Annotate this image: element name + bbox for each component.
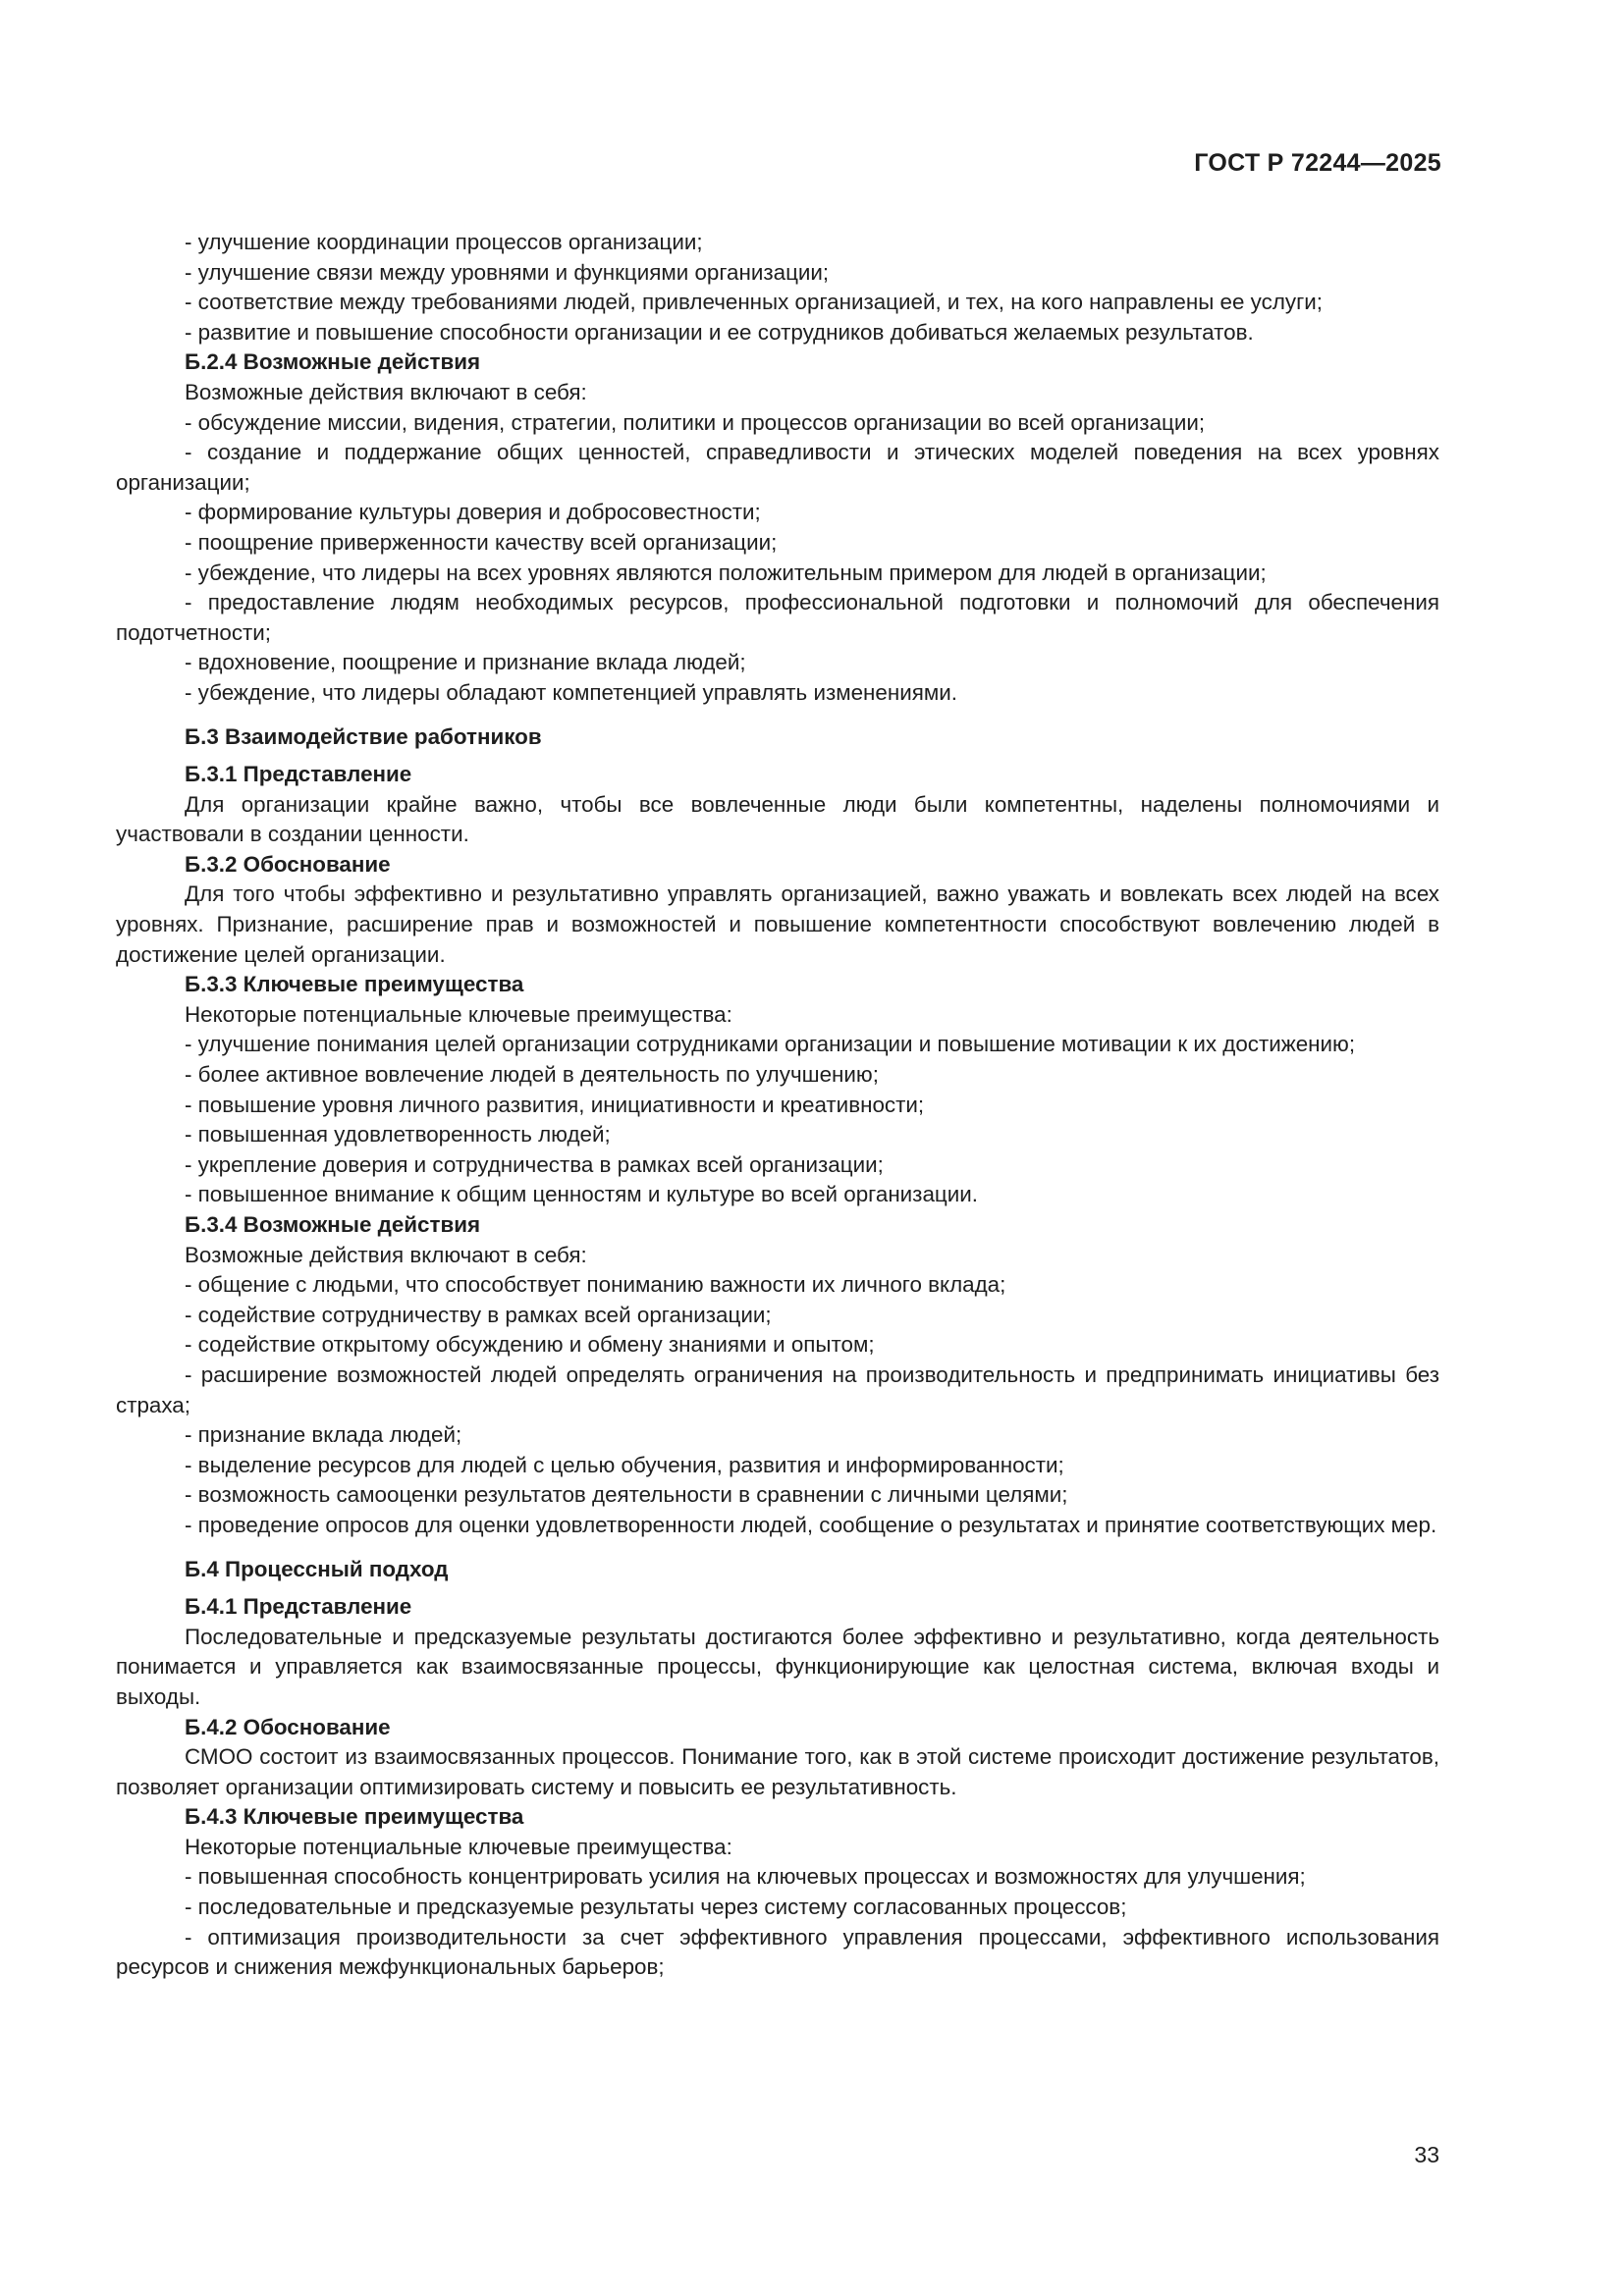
paragraph: - более активное вовлечение людей в деятельность по улучшению; (185, 1062, 879, 1088)
paragraph: - повышенное внимание к общим ценностям и культуре во всей организации. (185, 1182, 978, 1207)
paragraph: - укрепление доверия и сотрудничества в рамках всей организации; (185, 1151, 884, 1177)
document-code-header: ГОСТ Р 72244—2025 (1194, 149, 1441, 177)
paragraph: - убеждение, что лидеры на всех уровнях являются положительным примером для людей в организации; (185, 560, 1267, 585)
paragraph: - содействие сотрудничеству в рамках всей организации; (185, 1302, 772, 1327)
paragraph: Возможные действия включают в себя: (185, 1242, 587, 1267)
paragraph: - проведение опросов для оценки удовлетворенности людей, сообщение о результатах и принятие соответствующих мер. (185, 1512, 1437, 1537)
paragraph: - поощрение приверженности качеству всей организации; (185, 529, 778, 555)
paragraph: - последовательные и предсказуемые результаты через систему согласованных процессов; (185, 1895, 1127, 1920)
paragraph: - улучшение понимания целей организации сотрудниками организации и повышение мотивации к их достижению; (185, 1032, 1356, 1057)
paragraph: - оптимизация производительности за счет эффективного управления процессами, эффективного использования ресурсов и снижения межфункциональных барьеров; (116, 1924, 1439, 1980)
subsection-heading: Б.3.2 Обоснование (185, 851, 391, 877)
subsection-heading: Б.3.4 Возможные действия (185, 1212, 481, 1237)
paragraph: - обсуждение миссии, видения, стратегии, политики и процессов организации во всей организации; (185, 409, 1206, 435)
paragraph: - формирование культуры доверия и добросовестности; (185, 500, 761, 525)
paragraph: - возможность самооценки результатов деятельности в сравнении с личными целями; (185, 1482, 1068, 1508)
paragraph: - вдохновение, поощрение и признание вклада людей; (185, 650, 746, 675)
paragraph: - повышенная удовлетворенность людей; (185, 1122, 611, 1148)
subsection-heading: Б.4.1 Представление (185, 1594, 412, 1620)
subsection-heading: Б.4.3 Ключевые преимущества (185, 1804, 524, 1830)
paragraph: Для того чтобы эффективно и результативно управлять организацией, важно уважать и вовлекать всех людей на всех уровнях. Признание, расширение прав и возможностей и повышение компетентности способствуют вовлечению людей в достижение целей организации. (116, 881, 1439, 967)
paragraph: Некоторые потенциальные ключевые преимущества: (185, 1001, 732, 1027)
document-body (116, 228, 1439, 1983)
paragraph: - выделение ресурсов для людей с целью обучения, развития и информированности; (185, 1452, 1064, 1477)
paragraph: - содействие открытому обсуждению и обмену знаниями и опытом; (185, 1332, 875, 1358)
section-heading: Б.3 Взаимодействие работников (185, 723, 542, 749)
paragraph: - создание и поддержание общих ценностей, справедливости и этических моделей поведения на всех уровнях организации; (116, 440, 1439, 495)
paragraph: Некоторые потенциальные ключевые преимущества: (185, 1834, 732, 1859)
paragraph: СМОО состоит из взаимосвязанных процессов. Понимание того, как в этой системе происходит достижение результатов, позволяет организации оптимизировать систему и повысить ее результативность. (116, 1744, 1439, 1799)
paragraph: Для организации крайне важно, чтобы все вовлеченные люди были компетентны, наделены полномочиями и участвовали в создании ценности. (116, 791, 1439, 847)
paragraph: - признание вклада людей; (185, 1422, 462, 1448)
paragraph: - повышение уровня личного развития, инициативности и креативности; (185, 1092, 925, 1117)
paragraph: - повышенная способность концентрировать усилия на ключевых процессах и возможностях для улучшения; (185, 1864, 1306, 1890)
paragraph: - предоставление людям необходимых ресурсов, профессиональной подготовки и полномочий для обеспечения подотчетности; (116, 590, 1439, 645)
page-number: 33 (1414, 2142, 1439, 2167)
paragraph: - улучшение координации процессов организации; (185, 230, 703, 254)
section-heading: Б.4 Процессный подход (185, 1556, 449, 1581)
subsection-heading: Б.3.1 Представление (185, 762, 412, 787)
subsection-heading: Б.2.4 Возможные действия (185, 349, 481, 375)
paragraph: - общение с людьми, что способствует пониманию важности их личного вклада; (185, 1272, 1006, 1298)
paragraph: - улучшение связи между уровнями и функциями организации; (185, 259, 830, 285)
paragraph: - соответствие между требованиями людей, привлеченных организацией, и тех, на кого направлены ее услуги; (185, 290, 1323, 315)
paragraph: Последовательные и предсказуемые результаты достигаются более эффективно и результативно, когда деятельность понимается и управляется как взаимосвязанные процессы, функционирующие как целостная система, включая входы и выходы. (116, 1624, 1439, 1709)
subsection-heading: Б.3.3 Ключевые преимущества (185, 972, 524, 997)
subsection-heading: Б.4.2 Обоснование (185, 1714, 391, 1739)
paragraph: Возможные действия включают в себя: (185, 379, 587, 404)
paragraph: - расширение возможностей людей определять ограничения на производительность и предпринимать инициативы без страха; (116, 1362, 1439, 1417)
paragraph: - развитие и повышение способности организации и ее сотрудников добиваться желаемых результатов. (185, 319, 1254, 345)
paragraph: - убеждение, что лидеры обладают компетенцией управлять изменениями. (185, 679, 957, 705)
